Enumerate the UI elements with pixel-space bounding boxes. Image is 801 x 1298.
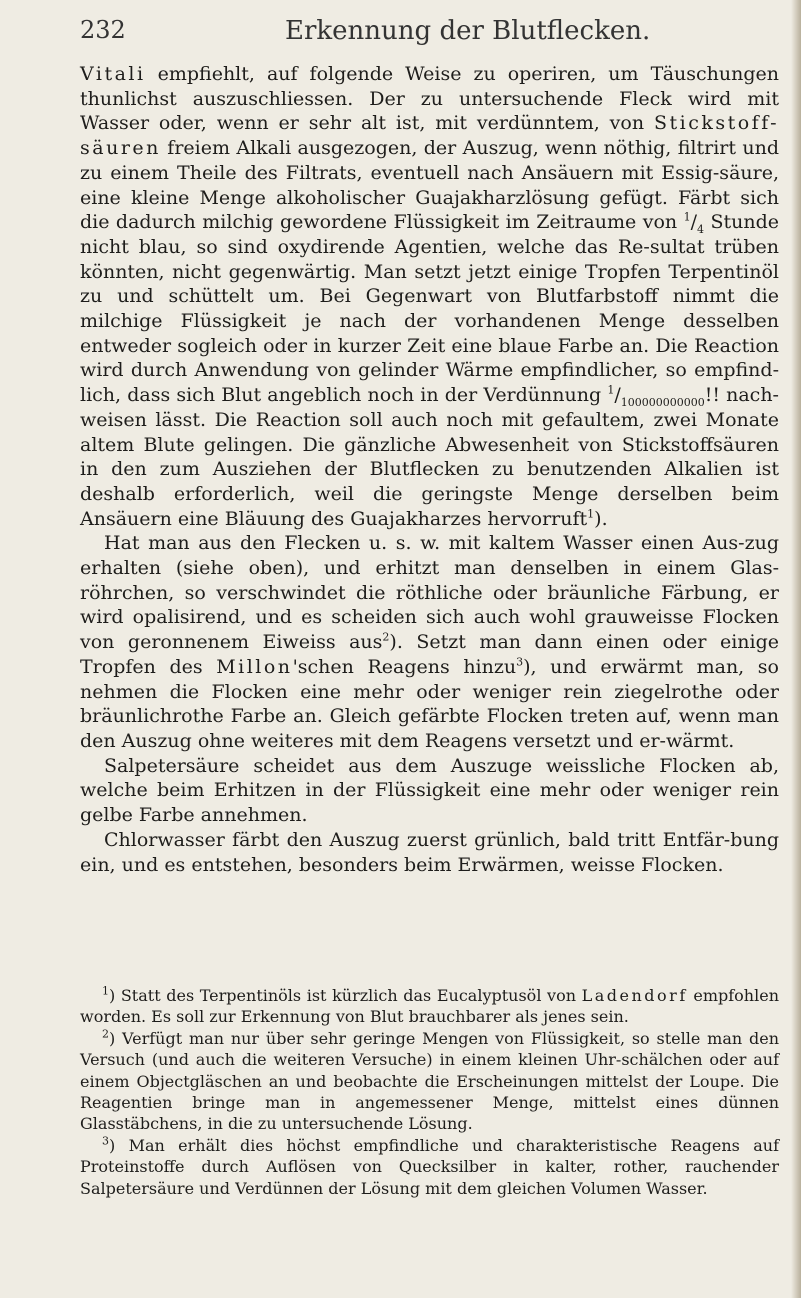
footnotes <box>80 985 779 1199</box>
footnote-3: $^3$) Man erhält dies höchst empfindliche und charakteristische Reagens auf Proteinstoffe durch Auflösen von Quecksilber in kalter, rother, rauchender Salpetersäure und Verdünnen der Lösung mit dem gleichen Volumen Wasser. <box>80 1134 779 1198</box>
footnote-2: $^2$) Verfügt man nur über sehr geringe Mengen von Flüssigkeit, so stelle man den Versuch (und auch die weiteren Versuche) in einem kleinen Uhr-schälchen oder auf einem Objectgläschen an und beobachte die Erscheinungen mittelst der Loupe. Die Reagentien bringe man in angemessener Menge, mittelst eines dünnen Glasstäbchens, in die zu untersuchende Lösung. <box>80 1027 779 1134</box>
page-header <box>80 16 780 56</box>
fraction-quarter: $^1/_4$ <box>683 210 704 237</box>
body-text <box>80 62 779 877</box>
paragraph-4: Chlorwasser färbt den Auszug zuerst grünlich, bald tritt Entfär-bung ein, und es entstehen, besonders beim Erwärmen, weisse Flocken. <box>80 828 779 876</box>
fraction-dilution: $^1/_{100000000000}$ <box>607 383 705 409</box>
author-name-millon: Millon <box>216 655 293 678</box>
footnote-1: $^1$) Statt des Terpentinöls ist kürzlich das Eucalyptusöl von Ladendorf empfohlen worden. Es soll zur Erkennung von Blut brauchbarer als jenes sein. <box>80 984 779 1027</box>
page-edge <box>791 0 801 1298</box>
paragraph-1: Vitali empfiehlt, auf folgende Weise zu operiren, um Täuschungen thunlichst auszuschliessen. Der zu untersuchende Fleck wird mit Wasser oder, wenn er sehr alt ist, mit verdünntem, von Stickstoff-säuren freiem Alkali ausgezogen, der Auszug, wenn nöthig, filtrirt und zu einem Theile des Filtrats, eventuell nach Ansäuern mit Essig-säure, eine kleine Menge alkoholischer Guajakharzlösung gefügt. Färbt sich die dadurch milchig gewordene Flüssigkeit im Zeitraume von $^1/_4$ Stunde nicht blau, so sind oxydirende Agentien, welche das Re-sultat trüben könnten, nicht gegenwärtig. Man setzt jetzt einige Tropfen Terpentinöl zu und schüttelt um. Bei Gegenwart von Blutfarbstoff nimmt die milchige Flüssigkeit je nach der vorhandenen Menge desselben entweder sogleich oder in kurzer Zeit eine blaue Farbe an. Die Reaction wird durch Anwendung von gelinder Wärme empfindlicher, so empfind-lich, dass sich Blut angeblich noch in der Verdünnung $^1/_{100000000000}$!! nach-weisen lässt. Die Reaction soll auch noch mit gefaultem, zwei Monate altem Blute gelingen. Die gänzliche Abwesenheit von Stickstoffsäuren in den zum Ausziehen der Blutflecken zu benutzenden Alkalien ist deshalb erforderlich, weil die geringste Menge derselben beim Ansäuern eine Bläuung des Guajakharzes hervorruft$^1$). <box>80 63 780 530</box>
footnote-ref-3: 3 <box>516 655 524 669</box>
footnote-ref-1: 1 <box>587 507 595 521</box>
running-head: Erkennung der Blutflecken. <box>285 16 651 46</box>
footnote-ref-2: 2 <box>382 630 390 644</box>
paragraph-3: Salpetersäure scheidet aus dem Auszuge weissliche Flocken ab, welche beim Erhitzen in der Flüssigkeit eine mehr oder weniger rein gelbe Farbe annehmen. <box>80 754 779 827</box>
paragraph-2: Hat man aus den Flecken u. s. w. mit kaltem Wasser einen Aus-zug erhalten (siehe oben), und erhitzt man denselben in einem Glas-röhrchen, so verschwindet die röthliche oder bräunliche Färbung, er wird opalisirend, und es scheiden sich auch wohl grauweisse Flocken von geronnenem Eiweiss aus$^2$). Setzt man dann einen oder einige Tropfen des Millon'schen Reagens hinzu$^3$), und erwärmt man, so nehmen die Flocken eine mehr oder weniger rein ziegelrothe oder bräunlichrothe Farbe an. Gleich gefärbte Flocken treten auf, wenn man den Auszug ohne weiteres mit dem Reagens versetzt und er-wärmt. <box>80 532 779 752</box>
author-name-vitali: Vitali <box>80 63 146 85</box>
page-number: 232 <box>80 16 126 44</box>
